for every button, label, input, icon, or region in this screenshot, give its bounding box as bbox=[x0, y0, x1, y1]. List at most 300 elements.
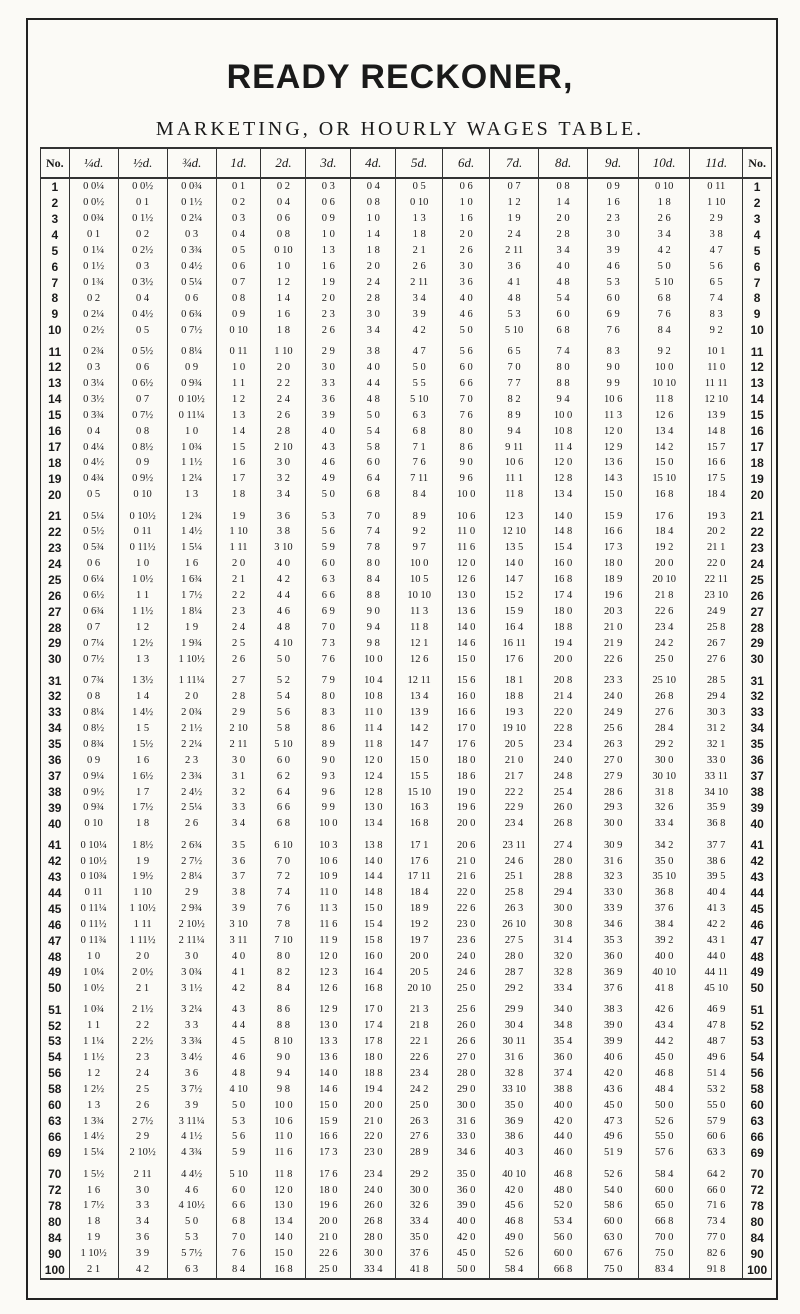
value-cell: 15 9 bbox=[490, 604, 539, 620]
table-row bbox=[41, 604, 772, 620]
value-cell: 0 8 bbox=[216, 291, 261, 307]
value-cell: 2 4 bbox=[490, 227, 539, 243]
value-cell: 6 3 bbox=[396, 407, 443, 423]
row-number: 3 bbox=[41, 211, 70, 227]
value-cell: 77 0 bbox=[690, 1230, 743, 1246]
value-cell: 23 3 bbox=[588, 673, 639, 689]
value-cell: 1 3 bbox=[216, 407, 261, 423]
value-cell: 26 8 bbox=[539, 816, 588, 832]
table-row bbox=[41, 1113, 772, 1129]
value-cell: 0 4 bbox=[118, 291, 167, 307]
value-cell: 2 3 bbox=[306, 306, 351, 322]
value-cell: 34 6 bbox=[588, 917, 639, 933]
value-cell: 1 5¼ bbox=[167, 540, 216, 556]
value-cell: 14 6 bbox=[443, 635, 490, 651]
row-number-right: 31 bbox=[743, 673, 772, 689]
value-cell: 2 5¼ bbox=[167, 800, 216, 816]
value-cell: 30 0 bbox=[639, 752, 690, 768]
value-cell: 14 0 bbox=[443, 620, 490, 636]
value-cell: 46 8 bbox=[490, 1214, 539, 1230]
value-cell: 60 0 bbox=[639, 1182, 690, 1198]
header-no: No. bbox=[41, 148, 70, 178]
value-cell: 29 2 bbox=[396, 1166, 443, 1182]
value-cell: 1 4 bbox=[216, 423, 261, 439]
wages-table bbox=[40, 147, 772, 1280]
value-cell: 3 6 bbox=[443, 275, 490, 291]
value-cell: 52 6 bbox=[490, 1246, 539, 1262]
value-cell: 0 7 bbox=[216, 275, 261, 291]
value-cell: 0 9½ bbox=[118, 471, 167, 487]
value-cell: 0 9 bbox=[69, 752, 118, 768]
value-cell: 13 4 bbox=[351, 816, 396, 832]
value-cell: 0 4 bbox=[69, 423, 118, 439]
value-cell: 4 2 bbox=[216, 980, 261, 996]
value-cell: 6 4 bbox=[261, 784, 306, 800]
value-cell: 0 8¼ bbox=[69, 704, 118, 720]
row-number-right: 100 bbox=[743, 1262, 772, 1279]
header-no-right: No. bbox=[743, 148, 772, 178]
column-header: 9d. bbox=[588, 148, 639, 178]
value-cell: 2 5 bbox=[118, 1081, 167, 1097]
value-cell: 5 0 bbox=[167, 1214, 216, 1230]
row-number: 19 bbox=[41, 471, 70, 487]
value-cell: 0 8 bbox=[539, 178, 588, 195]
value-cell: 45 0 bbox=[443, 1246, 490, 1262]
value-cell: 56 0 bbox=[539, 1230, 588, 1246]
value-cell: 17 6 bbox=[396, 853, 443, 869]
value-cell: 28 0 bbox=[490, 949, 539, 965]
row-number-right: 35 bbox=[743, 736, 772, 752]
value-cell: 8 4 bbox=[396, 487, 443, 503]
value-cell: 30 3 bbox=[690, 704, 743, 720]
row-number: 44 bbox=[41, 885, 70, 901]
value-cell: 0 8¼ bbox=[167, 344, 216, 360]
value-cell: 18 8 bbox=[490, 689, 539, 705]
value-cell: 11 3 bbox=[306, 901, 351, 917]
value-cell: 5 0 bbox=[396, 360, 443, 376]
table-row bbox=[41, 689, 772, 705]
value-cell: 1 1½ bbox=[167, 455, 216, 471]
value-cell: 40 10 bbox=[490, 1166, 539, 1182]
value-cell: 16 0 bbox=[351, 949, 396, 965]
value-cell: 0 3¾ bbox=[69, 407, 118, 423]
value-cell: 58 6 bbox=[588, 1198, 639, 1214]
row-number-right: 53 bbox=[743, 1033, 772, 1049]
value-cell: 4 0 bbox=[306, 423, 351, 439]
value-cell: 17 4 bbox=[351, 1018, 396, 1034]
value-cell: 4 10½ bbox=[167, 1198, 216, 1214]
value-cell: 21 8 bbox=[639, 588, 690, 604]
value-cell: 43 4 bbox=[639, 1018, 690, 1034]
value-cell: 82 6 bbox=[690, 1246, 743, 1262]
value-cell: 2 11 bbox=[118, 1166, 167, 1182]
value-cell: 7 9 bbox=[306, 673, 351, 689]
value-cell: 14 6 bbox=[306, 1081, 351, 1097]
value-cell: 20 10 bbox=[639, 572, 690, 588]
value-cell: 1 0¾ bbox=[69, 1002, 118, 1018]
column-header: ¼d. bbox=[69, 148, 118, 178]
value-cell: 8 6 bbox=[306, 720, 351, 736]
value-cell: 12 0 bbox=[539, 455, 588, 471]
row-number-right: 43 bbox=[743, 869, 772, 885]
value-cell: 55 0 bbox=[639, 1129, 690, 1145]
value-cell: 3 3 bbox=[216, 800, 261, 816]
value-cell: 45 10 bbox=[690, 980, 743, 996]
value-cell: 1 3 bbox=[167, 487, 216, 503]
value-cell: 1 10½ bbox=[167, 651, 216, 667]
value-cell: 4 0 bbox=[351, 360, 396, 376]
table-row bbox=[41, 508, 772, 524]
value-cell: 30 10 bbox=[639, 768, 690, 784]
row-number: 22 bbox=[41, 524, 70, 540]
value-cell: 0 8 bbox=[118, 423, 167, 439]
value-cell: 1 8 bbox=[69, 1214, 118, 1230]
value-cell: 3 1½ bbox=[167, 980, 216, 996]
value-cell: 0 1½ bbox=[69, 259, 118, 275]
value-cell: 6 6 bbox=[261, 800, 306, 816]
value-cell: 1 5½ bbox=[69, 1166, 118, 1182]
value-cell: 53 2 bbox=[690, 1081, 743, 1097]
value-cell: 4 4½ bbox=[167, 1166, 216, 1182]
value-cell: 0 10 bbox=[639, 178, 690, 195]
value-cell: 3 0 bbox=[588, 227, 639, 243]
value-cell: 1 5¼ bbox=[69, 1145, 118, 1161]
value-cell: 0 3¼ bbox=[69, 375, 118, 391]
column-header: 11d. bbox=[690, 148, 743, 178]
value-cell: 2 3¾ bbox=[167, 768, 216, 784]
value-cell: 48 0 bbox=[539, 1182, 588, 1198]
value-cell: 45 0 bbox=[639, 1049, 690, 1065]
value-cell: 15 10 bbox=[396, 784, 443, 800]
value-cell: 1 5 bbox=[216, 439, 261, 455]
value-cell: 2 4 bbox=[261, 391, 306, 407]
value-cell: 2 2¼ bbox=[167, 736, 216, 752]
value-cell: 75 0 bbox=[588, 1262, 639, 1279]
value-cell: 19 2 bbox=[639, 540, 690, 556]
row-number: 13 bbox=[41, 375, 70, 391]
value-cell: 52 6 bbox=[639, 1113, 690, 1129]
value-cell: 18 0 bbox=[588, 556, 639, 572]
value-cell: 26 0 bbox=[351, 1198, 396, 1214]
value-cell: 1 0 bbox=[118, 556, 167, 572]
value-cell: 39 9 bbox=[588, 1033, 639, 1049]
value-cell: 35 0 bbox=[639, 853, 690, 869]
row-number: 35 bbox=[41, 736, 70, 752]
value-cell: 6 10 bbox=[261, 837, 306, 853]
table-row bbox=[41, 1246, 772, 1262]
value-cell: 1 9 bbox=[118, 853, 167, 869]
value-cell: 9 7 bbox=[396, 540, 443, 556]
value-cell: 11 8 bbox=[639, 391, 690, 407]
value-cell: 10 6 bbox=[306, 853, 351, 869]
value-cell: 2 0 bbox=[351, 259, 396, 275]
value-cell: 3 8 bbox=[351, 344, 396, 360]
value-cell: 0 11¼ bbox=[69, 901, 118, 917]
value-cell: 5 5 bbox=[396, 375, 443, 391]
value-cell: 26 6 bbox=[443, 1033, 490, 1049]
value-cell: 3 8 bbox=[216, 885, 261, 901]
row-number-right: 40 bbox=[743, 816, 772, 832]
value-cell: 27 0 bbox=[588, 752, 639, 768]
value-cell: 2 3 bbox=[216, 604, 261, 620]
value-cell: 6 2 bbox=[261, 768, 306, 784]
value-cell: 1 0¾ bbox=[167, 439, 216, 455]
table-row bbox=[41, 1002, 772, 1018]
value-cell: 0 10 bbox=[261, 243, 306, 259]
value-cell: 2 9 bbox=[118, 1129, 167, 1145]
value-cell: 63 0 bbox=[588, 1230, 639, 1246]
value-cell: 5 0 bbox=[261, 651, 306, 667]
value-cell: 5 6 bbox=[443, 344, 490, 360]
table-row bbox=[41, 344, 772, 360]
column-header: ½d. bbox=[118, 148, 167, 178]
value-cell: 41 8 bbox=[639, 980, 690, 996]
value-cell: 13 5 bbox=[490, 540, 539, 556]
table-row bbox=[41, 980, 772, 996]
row-number-right: 19 bbox=[743, 471, 772, 487]
value-cell: 11 4 bbox=[351, 720, 396, 736]
row-number-right: 56 bbox=[743, 1065, 772, 1081]
value-cell: 5 0 bbox=[443, 322, 490, 338]
value-cell: 5 6 bbox=[306, 524, 351, 540]
table-row bbox=[41, 375, 772, 391]
table-row bbox=[41, 917, 772, 933]
value-cell: 1 6 bbox=[118, 752, 167, 768]
value-cell: 0 0¼ bbox=[69, 178, 118, 195]
row-number: 60 bbox=[41, 1097, 70, 1113]
value-cell: 1 4½ bbox=[69, 1129, 118, 1145]
table-row bbox=[41, 1049, 772, 1065]
value-cell: 31 6 bbox=[588, 853, 639, 869]
value-cell: 7 1 bbox=[396, 439, 443, 455]
value-cell: 24 6 bbox=[443, 965, 490, 981]
row-number-right: 25 bbox=[743, 572, 772, 588]
value-cell: 17 0 bbox=[443, 720, 490, 736]
value-cell: 8 3 bbox=[588, 344, 639, 360]
value-cell: 1 9 bbox=[69, 1230, 118, 1246]
value-cell: 36 0 bbox=[539, 1049, 588, 1065]
value-cell: 0 0¾ bbox=[69, 211, 118, 227]
value-cell: 23 0 bbox=[351, 1145, 396, 1161]
value-cell: 6 0 bbox=[351, 455, 396, 471]
value-cell: 1 10 bbox=[690, 195, 743, 211]
value-cell: 18 0 bbox=[306, 1182, 351, 1198]
value-cell: 11 8 bbox=[490, 487, 539, 503]
value-cell: 1 3 bbox=[396, 211, 443, 227]
table-row bbox=[41, 487, 772, 503]
value-cell: 15 0 bbox=[443, 651, 490, 667]
value-cell: 5 2 bbox=[261, 673, 306, 689]
value-cell: 29 4 bbox=[539, 885, 588, 901]
value-cell: 19 7 bbox=[396, 933, 443, 949]
value-cell: 12 6 bbox=[396, 651, 443, 667]
value-cell: 13 9 bbox=[396, 704, 443, 720]
value-cell: 25 6 bbox=[443, 1002, 490, 1018]
row-number: 20 bbox=[41, 487, 70, 503]
value-cell: 6 0 bbox=[539, 306, 588, 322]
value-cell: 2 1 bbox=[69, 1262, 118, 1279]
value-cell: 83 4 bbox=[639, 1262, 690, 1279]
value-cell: 23 0 bbox=[443, 917, 490, 933]
value-cell: 34 6 bbox=[443, 1145, 490, 1161]
value-cell: 6 5 bbox=[690, 275, 743, 291]
row-number: 36 bbox=[41, 752, 70, 768]
value-cell: 20 0 bbox=[539, 651, 588, 667]
value-cell: 75 0 bbox=[639, 1246, 690, 1262]
row-number-right: 20 bbox=[743, 487, 772, 503]
value-cell: 2 6 bbox=[216, 651, 261, 667]
value-cell: 1 8 bbox=[216, 487, 261, 503]
value-cell: 15 10 bbox=[639, 471, 690, 487]
value-cell: 0 4½ bbox=[118, 306, 167, 322]
value-cell: 22 6 bbox=[443, 901, 490, 917]
value-cell: 51 9 bbox=[588, 1145, 639, 1161]
value-cell: 0 3 bbox=[118, 259, 167, 275]
value-cell: 0 4¼ bbox=[69, 439, 118, 455]
row-number-right: 44 bbox=[743, 885, 772, 901]
value-cell: 13 4 bbox=[539, 487, 588, 503]
value-cell: 9 4 bbox=[351, 620, 396, 636]
value-cell: 10 0 bbox=[443, 487, 490, 503]
value-cell: 35 10 bbox=[639, 869, 690, 885]
value-cell: 1 1½ bbox=[69, 1049, 118, 1065]
value-cell: 2 6 bbox=[261, 407, 306, 423]
value-cell: 1 8½ bbox=[118, 837, 167, 853]
value-cell: 7 6 bbox=[261, 901, 306, 917]
value-cell: 0 11½ bbox=[69, 917, 118, 933]
value-cell: 2 1 bbox=[216, 572, 261, 588]
value-cell: 38 4 bbox=[639, 917, 690, 933]
value-cell: 29 0 bbox=[443, 1081, 490, 1097]
value-cell: 25 0 bbox=[396, 1097, 443, 1113]
value-cell: 2 0 bbox=[443, 227, 490, 243]
value-cell: 29 9 bbox=[490, 1002, 539, 1018]
table-row bbox=[41, 1033, 772, 1049]
value-cell: 44 0 bbox=[539, 1129, 588, 1145]
row-number: 24 bbox=[41, 556, 70, 572]
value-cell: 46 8 bbox=[639, 1065, 690, 1081]
value-cell: 6 9 bbox=[588, 306, 639, 322]
value-cell: 15 0 bbox=[588, 487, 639, 503]
value-cell: 4 4 bbox=[261, 588, 306, 604]
value-cell: 16 6 bbox=[306, 1129, 351, 1145]
value-cell: 0 2½ bbox=[118, 243, 167, 259]
value-cell: 8 2 bbox=[261, 965, 306, 981]
value-cell: 1 10 bbox=[216, 524, 261, 540]
row-number-right: 72 bbox=[743, 1182, 772, 1198]
value-cell: 0 2¼ bbox=[69, 306, 118, 322]
value-cell: 10 1 bbox=[690, 344, 743, 360]
value-cell: 2 11 bbox=[216, 736, 261, 752]
value-cell: 0 3 bbox=[167, 227, 216, 243]
value-cell: 36 9 bbox=[588, 965, 639, 981]
value-cell: 13 0 bbox=[261, 1198, 306, 1214]
value-cell: 1 10 bbox=[261, 344, 306, 360]
value-cell: 5 3 bbox=[490, 306, 539, 322]
value-cell: 0 8½ bbox=[118, 439, 167, 455]
row-number-right: 32 bbox=[743, 689, 772, 705]
value-cell: 3 11¼ bbox=[167, 1113, 216, 1129]
value-cell: 15 4 bbox=[539, 540, 588, 556]
value-cell: 7 0 bbox=[443, 391, 490, 407]
value-cell: 44 2 bbox=[639, 1033, 690, 1049]
row-number: 42 bbox=[41, 853, 70, 869]
table-row bbox=[41, 869, 772, 885]
value-cell: 0 4¾ bbox=[69, 471, 118, 487]
value-cell: 36 8 bbox=[690, 816, 743, 832]
value-cell: 31 8 bbox=[639, 784, 690, 800]
value-cell: 4 0 bbox=[216, 949, 261, 965]
value-cell: 24 8 bbox=[539, 768, 588, 784]
value-cell: 3 0 bbox=[118, 1182, 167, 1198]
value-cell: 18 8 bbox=[539, 620, 588, 636]
row-number-right: 36 bbox=[743, 752, 772, 768]
row-number: 46 bbox=[41, 917, 70, 933]
value-cell: 35 0 bbox=[396, 1230, 443, 1246]
value-cell: 73 4 bbox=[690, 1214, 743, 1230]
value-cell: 13 9 bbox=[690, 407, 743, 423]
value-cell: 2 3 bbox=[118, 1049, 167, 1065]
value-cell: 2 9 bbox=[306, 344, 351, 360]
value-cell: 1 10 bbox=[118, 885, 167, 901]
value-cell: 3 9 bbox=[216, 901, 261, 917]
value-cell: 40 6 bbox=[588, 1049, 639, 1065]
value-cell: 16 3 bbox=[396, 800, 443, 816]
row-number-right: 18 bbox=[743, 455, 772, 471]
value-cell: 3 8 bbox=[690, 227, 743, 243]
value-cell: 3 3 bbox=[167, 1018, 216, 1034]
value-cell: 34 8 bbox=[539, 1018, 588, 1034]
value-cell: 0 8 bbox=[351, 195, 396, 211]
value-cell: 13 8 bbox=[351, 837, 396, 853]
value-cell: 28 8 bbox=[539, 869, 588, 885]
value-cell: 6 0 bbox=[261, 752, 306, 768]
value-cell: 33 10 bbox=[490, 1081, 539, 1097]
row-number-right: 60 bbox=[743, 1097, 772, 1113]
table-row bbox=[41, 291, 772, 307]
value-cell: 0 7¼ bbox=[69, 635, 118, 651]
value-cell: 19 3 bbox=[690, 508, 743, 524]
value-cell: 12 10 bbox=[490, 524, 539, 540]
value-cell: 3 4½ bbox=[167, 1049, 216, 1065]
value-cell: 1 5 bbox=[118, 720, 167, 736]
row-number: 49 bbox=[41, 965, 70, 981]
value-cell: 27 6 bbox=[690, 651, 743, 667]
value-cell: 0 1 bbox=[69, 227, 118, 243]
value-cell: 15 0 bbox=[639, 455, 690, 471]
value-cell: 30 0 bbox=[443, 1097, 490, 1113]
row-number: 12 bbox=[41, 360, 70, 376]
value-cell: 36 0 bbox=[588, 949, 639, 965]
value-cell: 3 5 bbox=[216, 837, 261, 853]
value-cell: 30 11 bbox=[490, 1033, 539, 1049]
value-cell: 14 7 bbox=[396, 736, 443, 752]
value-cell: 32 8 bbox=[539, 965, 588, 981]
row-number-right: 69 bbox=[743, 1145, 772, 1161]
value-cell: 15 7 bbox=[690, 439, 743, 455]
value-cell: 2 9 bbox=[216, 704, 261, 720]
value-cell: 20 0 bbox=[351, 1097, 396, 1113]
value-cell: 2 2 bbox=[261, 375, 306, 391]
table-row bbox=[41, 651, 772, 667]
row-number-right: 90 bbox=[743, 1246, 772, 1262]
table-row bbox=[41, 1145, 772, 1161]
value-cell: 0 7½ bbox=[69, 651, 118, 667]
value-cell: 5 7½ bbox=[167, 1246, 216, 1262]
value-cell: 16 0 bbox=[539, 556, 588, 572]
value-cell: 0 11 bbox=[216, 344, 261, 360]
row-number: 6 bbox=[41, 259, 70, 275]
